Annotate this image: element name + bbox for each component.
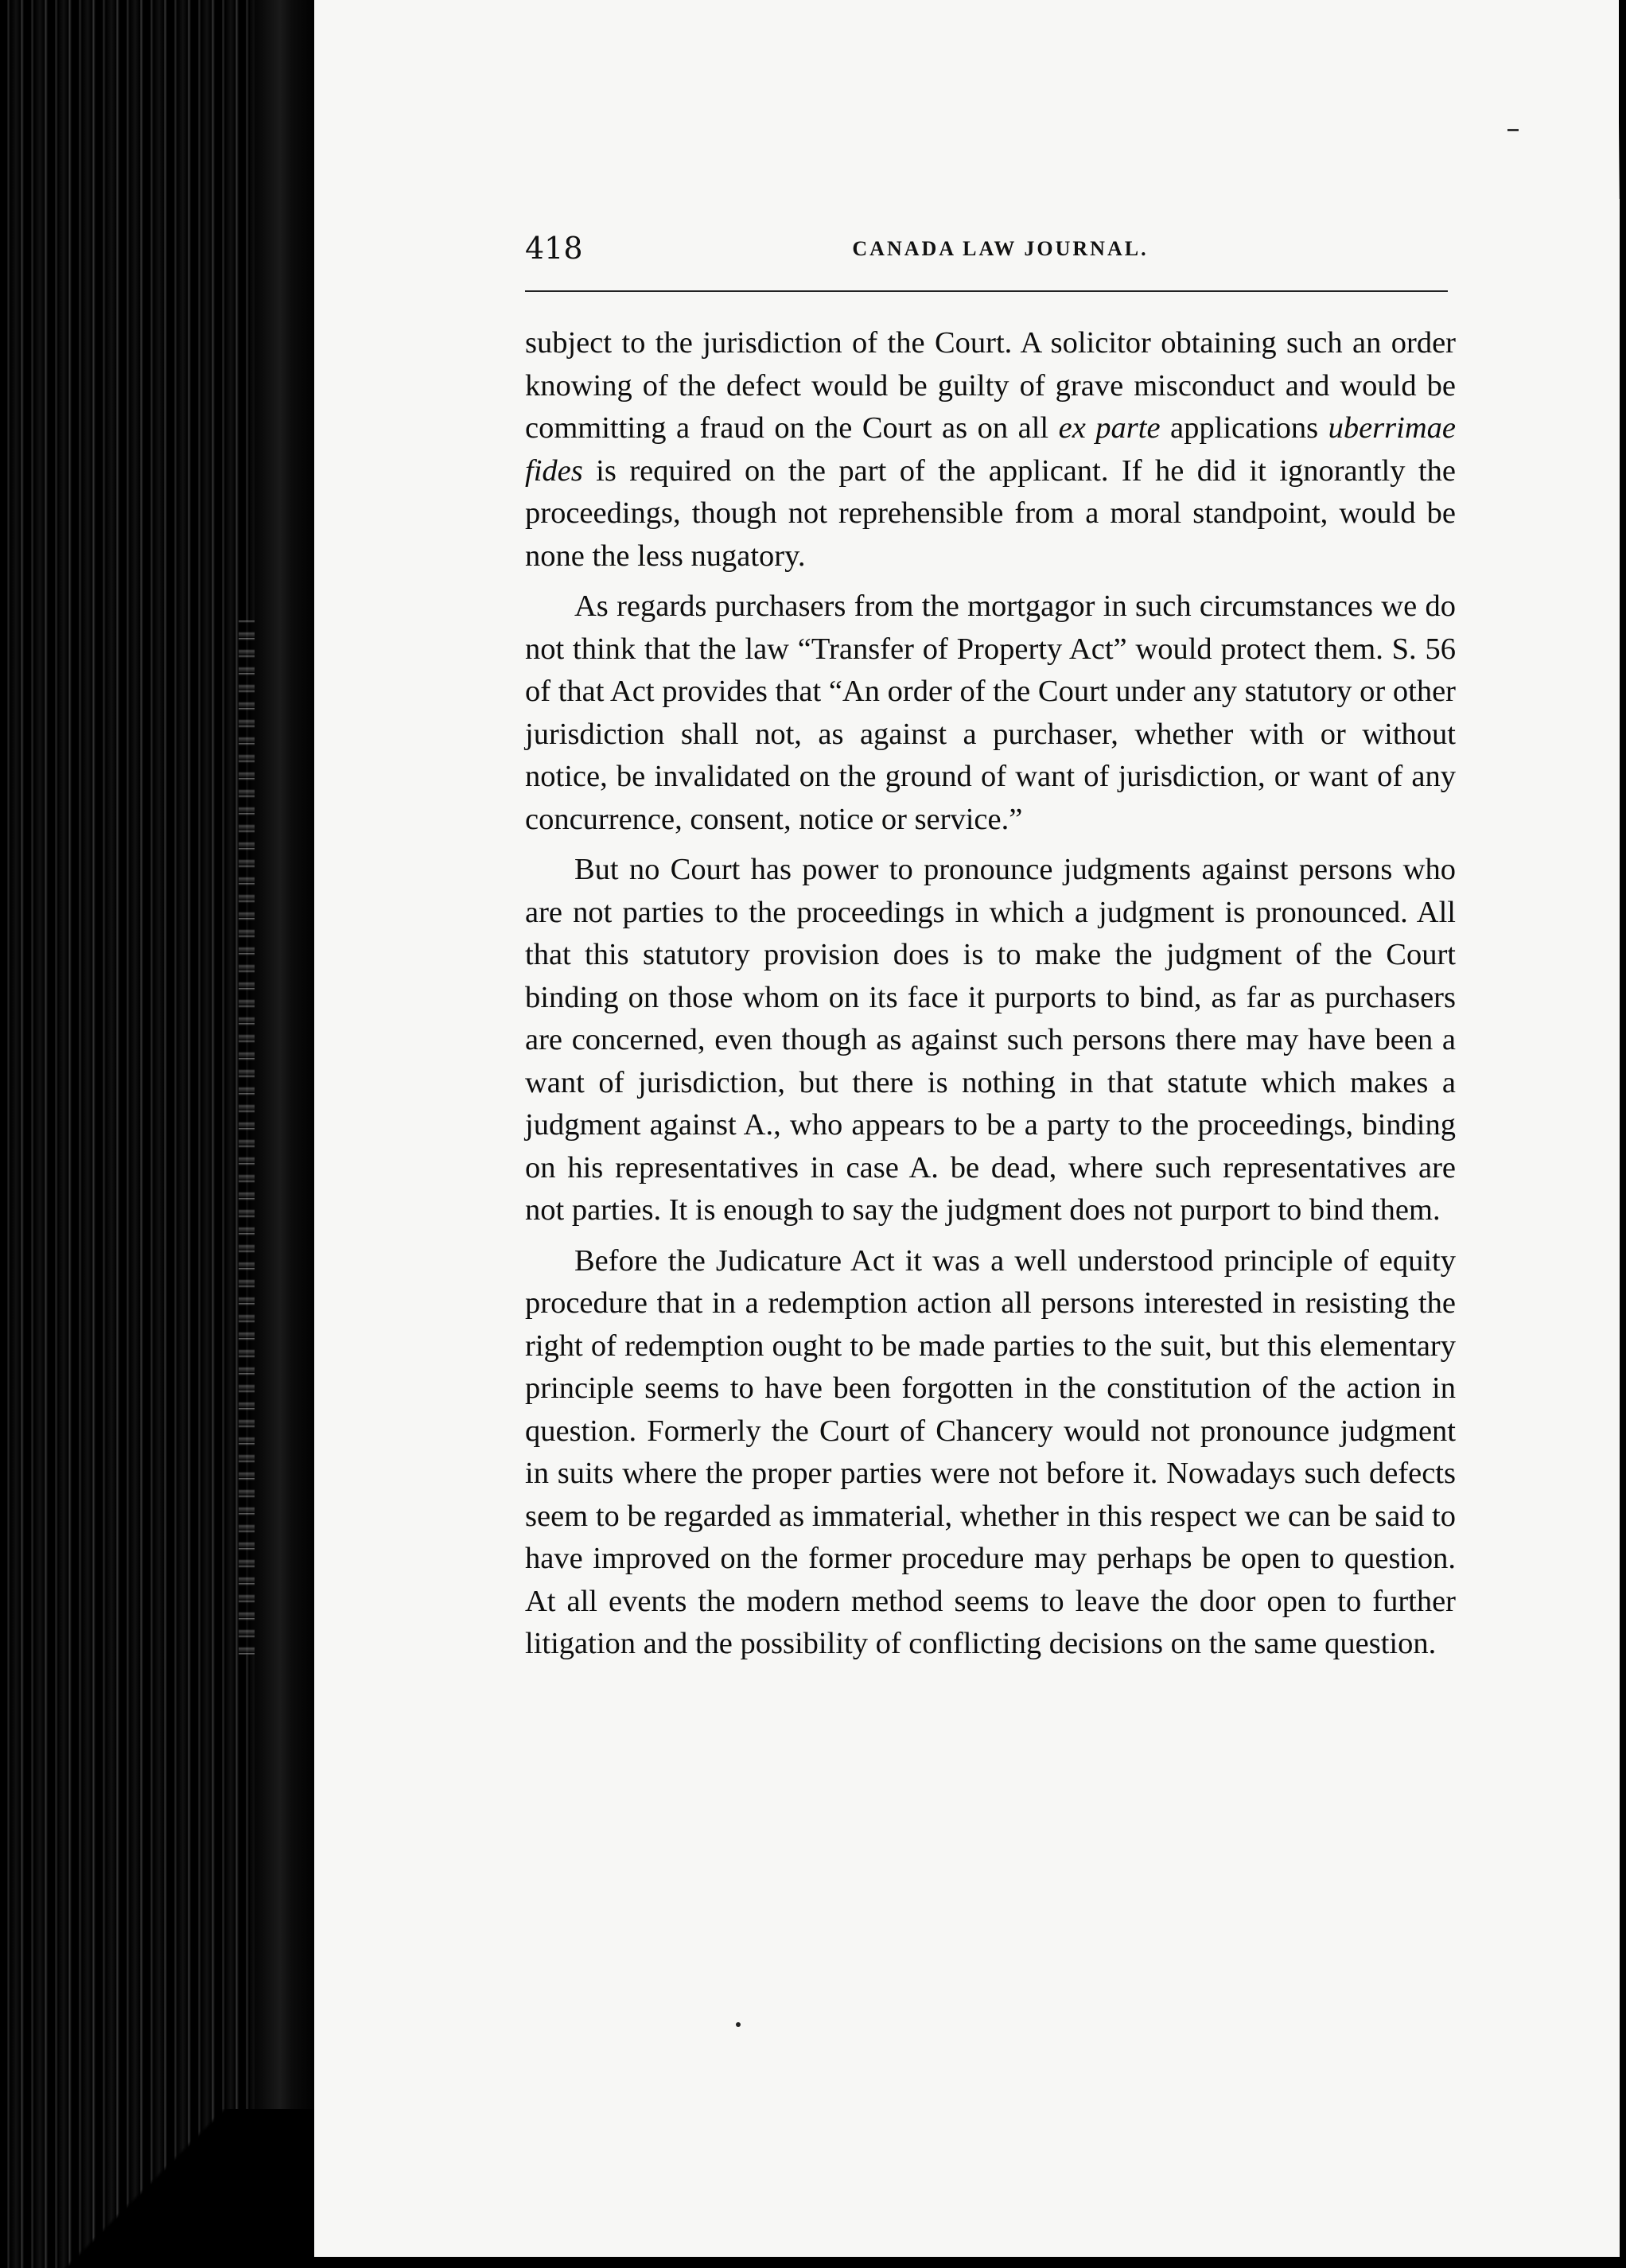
page-number: 418	[525, 231, 583, 266]
paragraph-2: As regards purchasers from the mortgagor in such circumstances we do not think that the law “Transfer of Property Act” would protect them. S. 56 of that Act provides that “An order of the Court under any statutory or other jurisdiction shall not, as against a purchaser, whether with or without notice, be invalidated on the ground of want of jurisdiction, or want of any concurrence, consent, notice or service.”	[525, 589, 1456, 836]
latin-phrase-ex-parte: ex parte	[1058, 411, 1161, 445]
latin-phrase-uberrimae-fides: uberrimae fides	[525, 411, 1456, 488]
gutter-fold	[255, 0, 318, 2268]
paragraph-1-text-c: applications	[1160, 411, 1328, 445]
running-head: CANADA LAW JOURNAL.	[852, 237, 1149, 260]
paragraph-4: Before the Judicature Act it was a well understood principle of equity procedure that in a redemption action all persons interested in resisting the right of redemption ought to be made parties to the suit, but this elementary principle seems to have been forgotten in the constitution of the action in question. Formerly the Court of Chancery would not pronounce judgment in suits where the proper parties were not before it. Nowadays such defects seem to be regarded as immaterial, whether in this respect we can be said to have improved on the former procedure may perhaps be open to question. At all events the modern method seems to leave the door open to further litigation and the possibility of conflicting decisions on the same question.	[525, 1243, 1456, 1660]
scan-speck	[736, 2022, 741, 2027]
header-rule	[525, 290, 1448, 292]
paragraph-3: But no Court has power to pronounce judgments against persons who are not parties to the proceedings in which a judgment is pronounced. All that this statutory provision does is to make the judgment of the Court binding on those whom on its face it purports to bind, as far as purchasers are concerned, even though as against such persons there may have been a want of jurisdiction, but there is nothing in that statute which makes a judgment against A., who appears to be a party to the proceedings, binding on his representatives in case A. be dead, where such representatives are not parties. It is enough to say the judgment does not purport to bind them.	[525, 853, 1456, 1227]
right-edge-shadow	[1620, 0, 1626, 2268]
paragraph-1-text-a: subject to the jurisdiction of the Court. A solicitor obtaining such an order knowing of the defect would be guilty of grave misconduct and would be committing a fraud on the Court as on all	[525, 326, 1456, 445]
paragraph-1-text-e: is required on the part of the applicant. If he did it ignorantly the proceedings, though not reprehensible from a moral standpoint, would be none the less nugatory.	[525, 453, 1456, 573]
page-sheet	[314, 0, 1619, 2257]
scan-speck	[1507, 129, 1519, 131]
article-body	[525, 322, 1456, 1666]
bottom-edge-shadow	[314, 2257, 1626, 2268]
bottom-left-corner-shadow	[0, 2109, 334, 2268]
page-header	[525, 231, 1476, 278]
paragraph-1	[525, 322, 1456, 578]
